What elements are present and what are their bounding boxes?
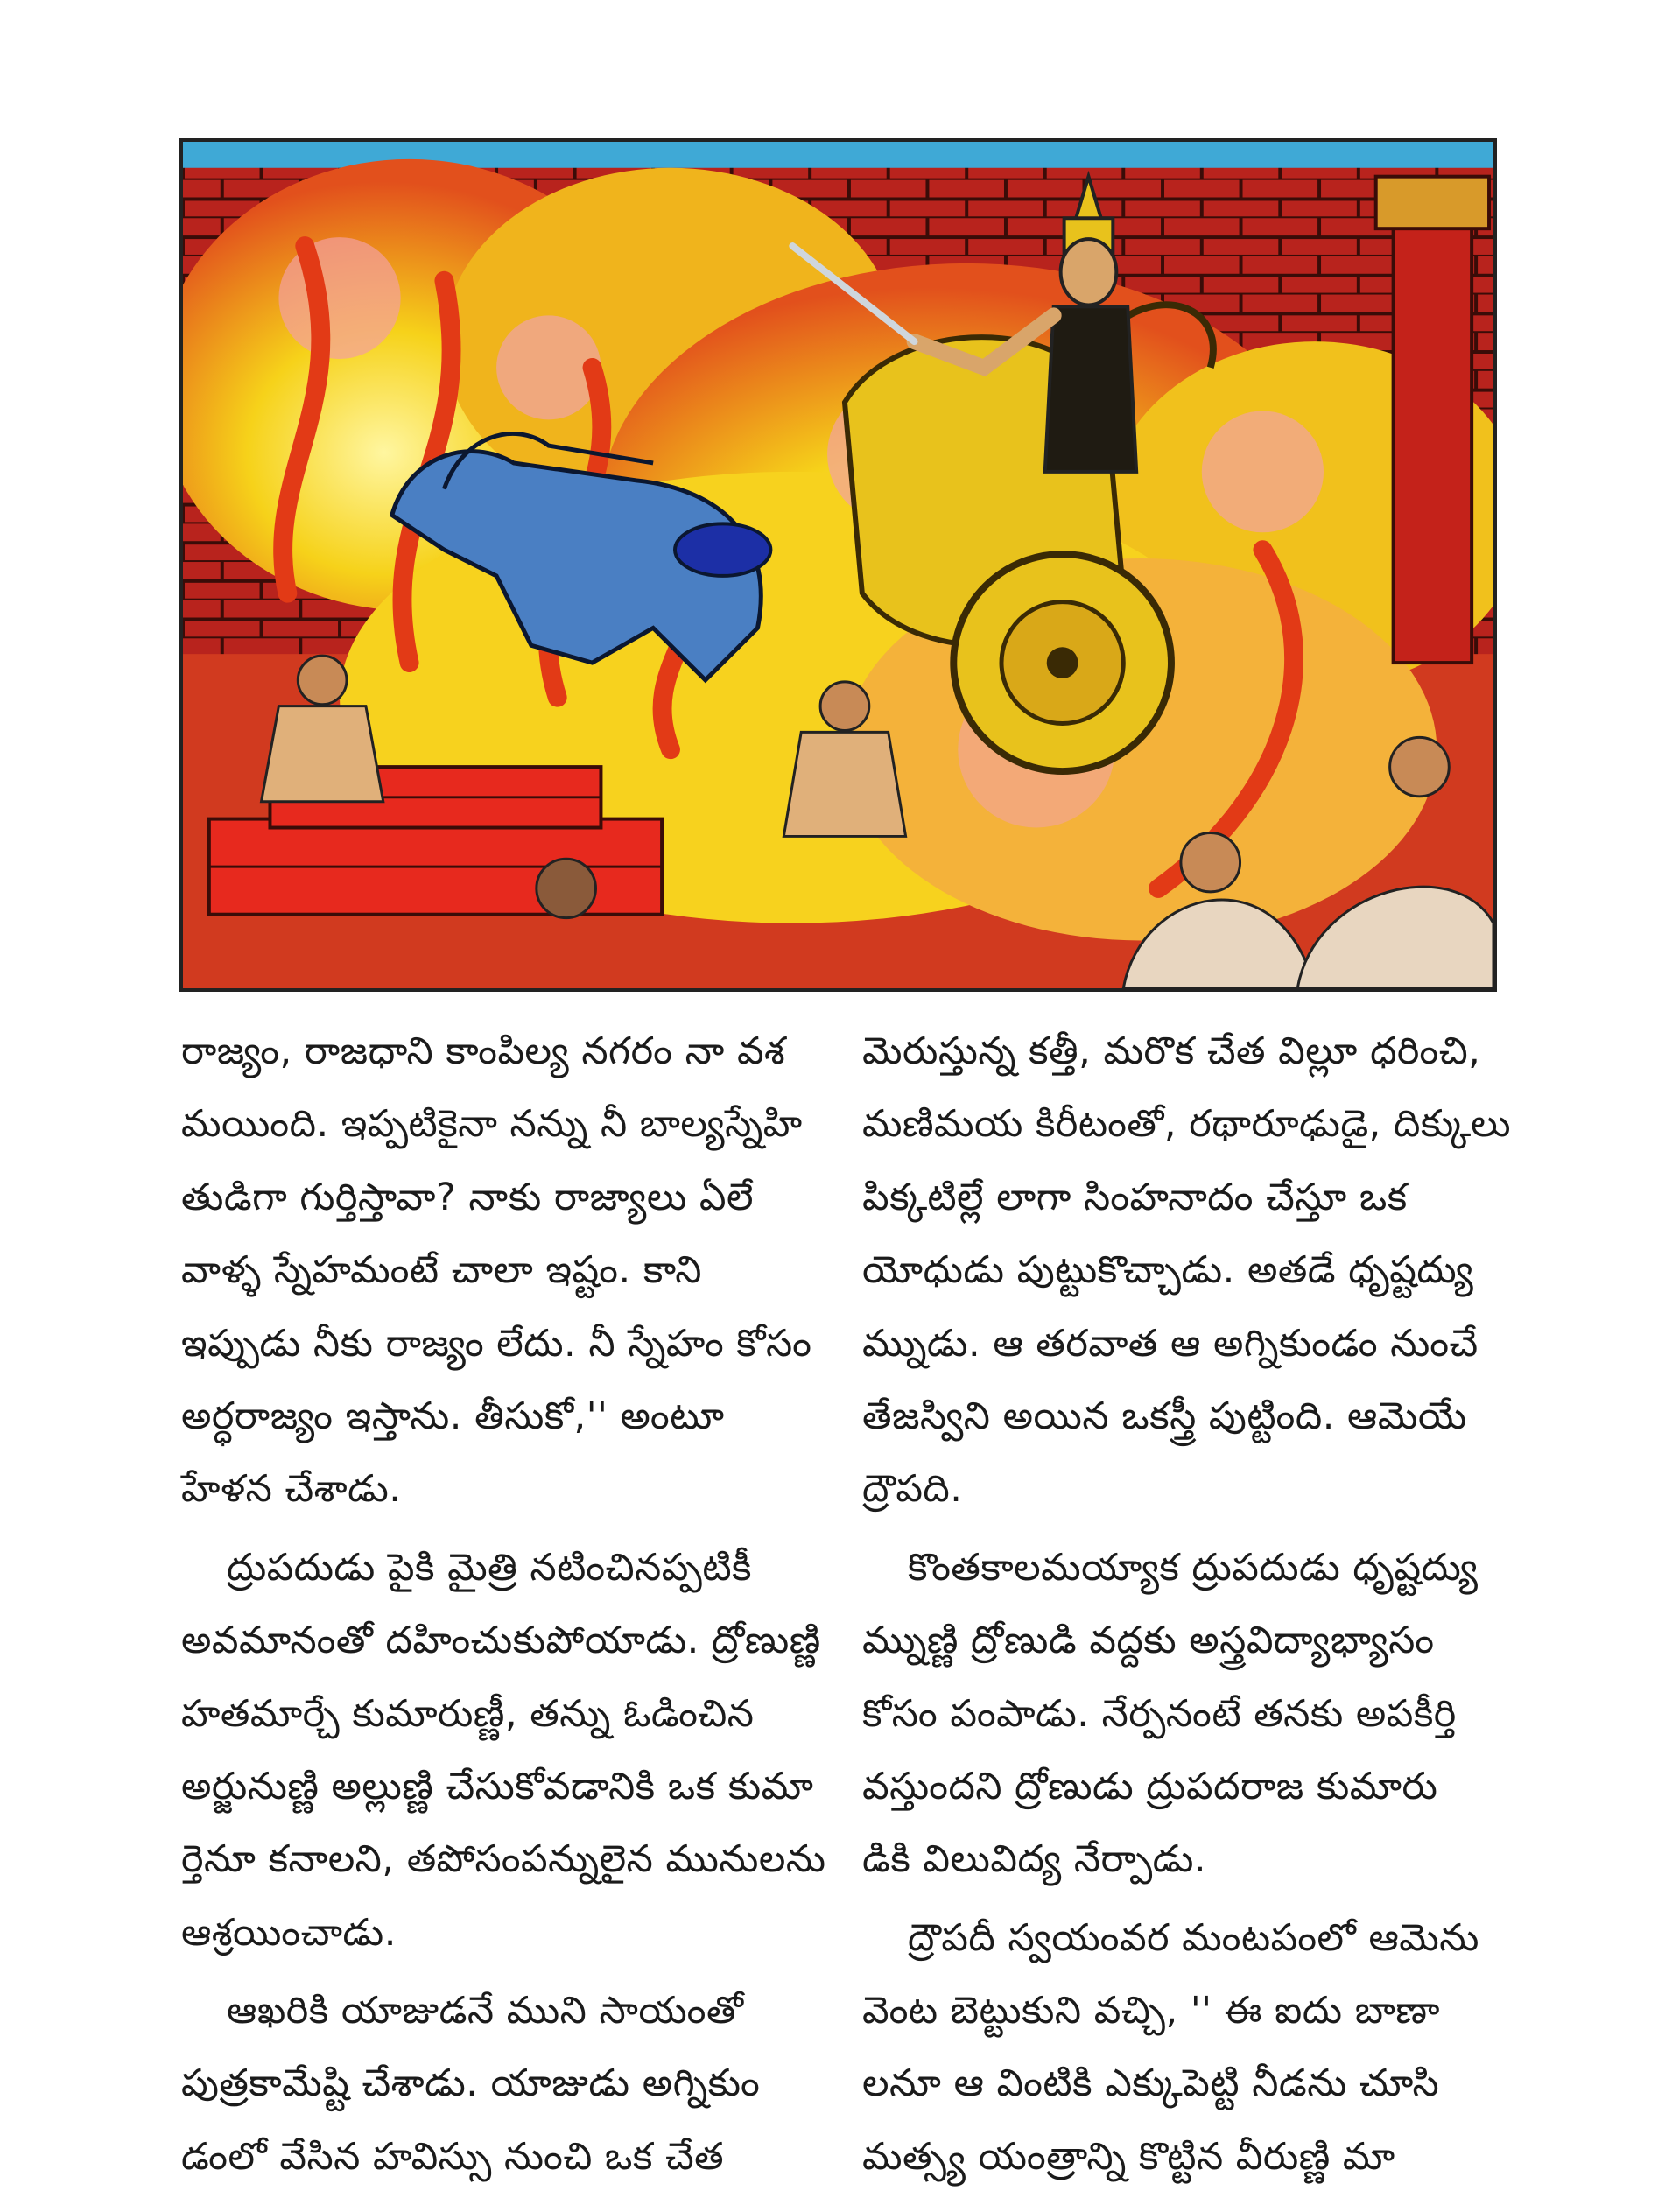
text-line: హతమార్చే కుమారుణ్ణీ, తన్ను ఓడించిన [181, 1691, 755, 1736]
text-line: మ్నుడు. ఆ తరవాత ఆ అగ్నికుండం నుంచే [862, 1321, 1479, 1366]
text-line: పుత్రకామేష్టి చేశాడు. యాజుడు అగ్నికుం [181, 2061, 761, 2106]
text-line: వెంట బెట్టుకుని వచ్చి, '' ఈ ఐదు బాణా [862, 1989, 1440, 2033]
text-line: ద్రౌపది. [862, 1467, 963, 1512]
text-line: ఆశ్రయించాడు. [181, 1910, 397, 1955]
text-line: లనూ ఆ వింటికి ఎక్కుపెట్టి నీడను చూసి [862, 2061, 1440, 2106]
paragraph [862, 1902, 1497, 2194]
left-text-column [181, 1015, 825, 2194]
text-line: డికి విలువిద్య నేర్పాడు. [862, 1837, 1207, 1882]
paragraph [862, 1015, 1512, 1527]
text-line: వాళ్ళ స్నేహమంటే చాలా ఇష్టం. కాని [181, 1248, 702, 1293]
text-line: అర్ధరాజ్యం ఇస్తాను. తీసుకో,'' అంటూ [181, 1394, 725, 1438]
text-line: ర్తెనూ కనాలని, తపోసంపన్నులైన మునులను [181, 1837, 826, 1882]
text-line: మెరుస్తున్న కత్తీ, మరొక చేత విల్లూ ధరించి, [862, 1029, 1481, 1073]
text-line: కొంతకాలమయ్యాక ద్రుపదుడు ధృష్టద్యు [908, 1545, 1479, 1590]
paragraph [181, 1015, 825, 1527]
text-line: మయింది. ఇప్పటికైనా నన్ను నీ బాల్యస్నేహి [181, 1102, 803, 1147]
text-line: అర్జునుణ్ణి అల్లుణ్ణి చేసుకోవడానికి ఒక కుమా [181, 1764, 814, 1808]
text-line: పిక్కటిల్లే లాగా సింహనాదం చేస్తూ ఒక [862, 1175, 1408, 1219]
text-line: ఆఖరికి యాజుడనే ముని సాయంతో [227, 1989, 744, 2033]
text-line: డంలో వేసిన హవిస్సు నుంచి ఒక చేత [181, 2134, 725, 2179]
text-line: ఇప్పుడు నీకు రాజ్యం లేదు. నీ స్నేహం కోసం [181, 1321, 812, 1366]
paragraph [862, 1532, 1497, 1897]
text-line: అవమానంతో దహించుకుపోయాడు. ద్రోణుణ్ణి [181, 1619, 821, 1663]
text-line: తుడిగా గుర్తిస్తావా? నాకు రాజ్యాలు ఏలే [181, 1175, 754, 1219]
text-line: మణిమయ కిరీటంతో, రథారూఢుడై, దిక్కులు [862, 1102, 1512, 1147]
text-line: యోధుడు పుట్టుకొచ్చాడు. అతడే ధృష్టద్యు [862, 1248, 1474, 1293]
right-text-column [862, 1015, 1512, 2194]
text-line: రాజ్యం, రాజధాని కాంపిల్య నగరం నా వశ [181, 1029, 786, 1073]
text-line: హేళన చేశాడు. [181, 1467, 402, 1512]
text-line: మత్స్య యంత్రాన్ని కొట్టిన వీరుణ్ణి మా [862, 2134, 1395, 2179]
paragraph [181, 1532, 825, 1970]
paragraph [181, 1975, 825, 2194]
text-line: వస్తుందని ద్రోణుడు ద్రుపదరాజ కుమారు [862, 1764, 1438, 1808]
text-line: మ్నుణ్ణి ద్రోణుడి వద్దకు అస్త్రవిద్యాభ్యాసం [862, 1619, 1435, 1663]
pillar [1394, 211, 1472, 663]
text-line: ద్రౌపదీ స్వయంవర మంటపంలో ఆమెను [908, 1915, 1479, 1960]
text-line: ద్రుపదుడు పైకి మైత్రి నటించినప్పటికీ [227, 1545, 752, 1590]
text-line: తేజస్విని అయిన ఒకస్త్రీ పుట్టింది. ఆమెయే [862, 1394, 1467, 1438]
yagna-fire-chariot-scene [183, 142, 1493, 988]
text-line: కోసం పంపాడు. నేర్పనంటే తనకు అపకీర్తి [862, 1691, 1457, 1736]
story-illustration [179, 138, 1497, 992]
